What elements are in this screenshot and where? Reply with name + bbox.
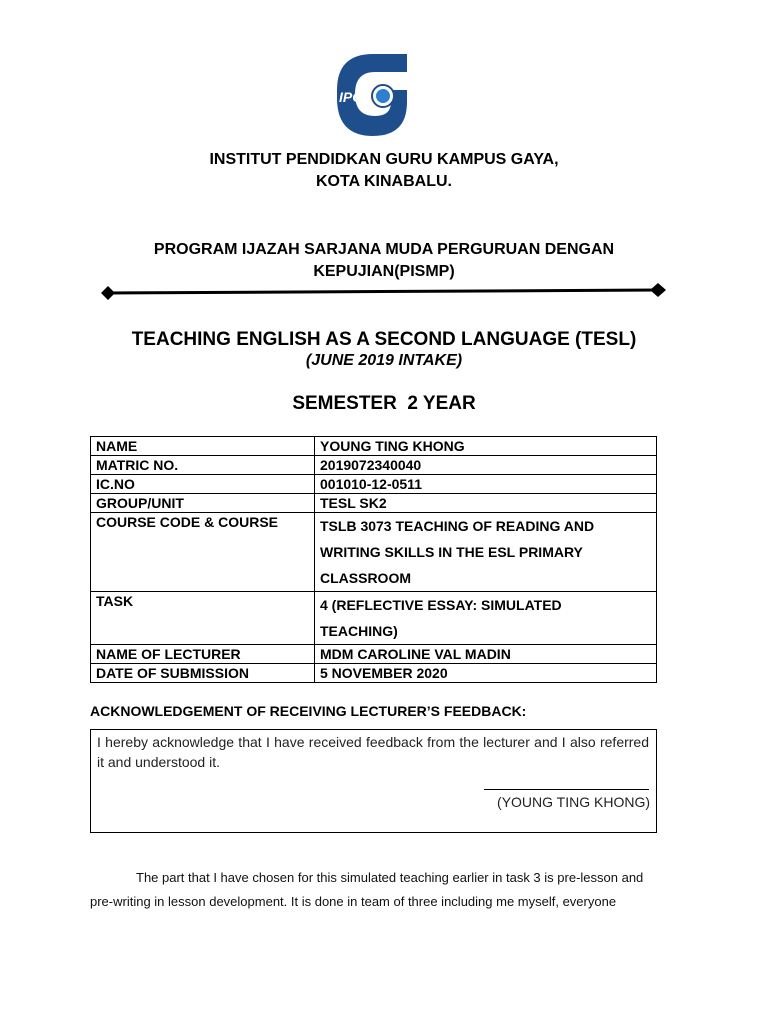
acknowledgement-text: I hereby acknowledge that I have received feedback from the lecturer and I also referred it and understood it. <box>97 734 649 770</box>
acknowledgement-title: ACKNOWLEDGEMENT OF RECEIVING LECTURER’S FEEDBACK: <box>90 703 527 719</box>
institute-line-1: INSTITUT PENDIDKAN GURU KAMPUS GAYA, <box>209 151 559 168</box>
ic-value: 001010-12-0511 <box>315 475 657 494</box>
institute-line-2: KOTA KINABALU. <box>316 173 452 190</box>
submission-date-value: 5 NOVEMBER 2020 <box>315 664 657 683</box>
task-value <box>315 592 657 645</box>
table-row <box>91 645 657 664</box>
course-value-line-2: WRITING SKILLS IN THE ESL PRIMARY <box>320 544 583 560</box>
essay-line-1 <box>90 866 677 890</box>
intake-label: (JUNE 2019 INTAKE) <box>305 352 463 369</box>
decorative-divider <box>100 280 668 300</box>
table-row <box>91 437 657 456</box>
name-label: NAME <box>91 437 315 456</box>
task-value-line-2: TEACHING) <box>320 623 398 639</box>
group-label: GROUP/UNIT <box>91 494 315 513</box>
table-row <box>91 494 657 513</box>
matric-label: MATRIC NO. <box>91 456 315 475</box>
course-title: TEACHING ENGLISH AS A SECOND LANGUAGE (TESL) <box>131 329 637 350</box>
course-label: COURSE CODE & COURSE <box>91 513 315 592</box>
program-line-1: PROGRAM IJAZAH SARJANA MUDA PERGURUAN DENGAN <box>153 241 615 258</box>
table-row <box>91 664 657 683</box>
signature-line <box>484 789 649 790</box>
ipg-logo <box>333 50 411 138</box>
essay-paragraph <box>90 866 677 914</box>
program-line-2: KEPUJIAN(PISMP) <box>313 263 455 280</box>
course-value <box>315 513 657 592</box>
name-value: YOUNG TING KHONG <box>315 437 657 456</box>
signature-name: (YOUNG TING KHONG) <box>497 794 650 810</box>
table-row <box>91 475 657 494</box>
institute-name <box>0 149 768 193</box>
group-value: TESL SK2 <box>315 494 657 513</box>
table-row <box>91 456 657 475</box>
course-value-line-3: CLASSROOM <box>320 570 411 586</box>
table-row <box>91 592 657 645</box>
lecturer-value: MDM CAROLINE VAL MADIN <box>315 645 657 664</box>
task-label: TASK <box>91 592 315 645</box>
matric-value: 2019072340040 <box>315 456 657 475</box>
submission-date-label: DATE OF SUBMISSION <box>91 664 315 683</box>
program-name <box>0 239 768 283</box>
course-value-line-1: TSLB 3073 TEACHING OF READING AND <box>320 518 595 534</box>
semester-label: SEMESTER 2 YEAR <box>292 393 476 414</box>
table-row <box>91 513 657 592</box>
logo-text: IPG <box>339 89 364 105</box>
essay-line-1-text: The part that I have chosen for this simulated teaching earlier in task 3 is pre-lesson and <box>136 870 644 885</box>
acknowledgement-box <box>90 729 657 833</box>
ic-label: IC.NO <box>91 475 315 494</box>
student-info-table <box>90 436 657 683</box>
essay-line-2: pre-writing in lesson development. It is done in team of three including me myself, everyone <box>90 894 617 909</box>
lecturer-label: NAME OF LECTURER <box>91 645 315 664</box>
task-value-line-1: 4 (REFLECTIVE ESSAY: SIMULATED <box>320 597 562 613</box>
